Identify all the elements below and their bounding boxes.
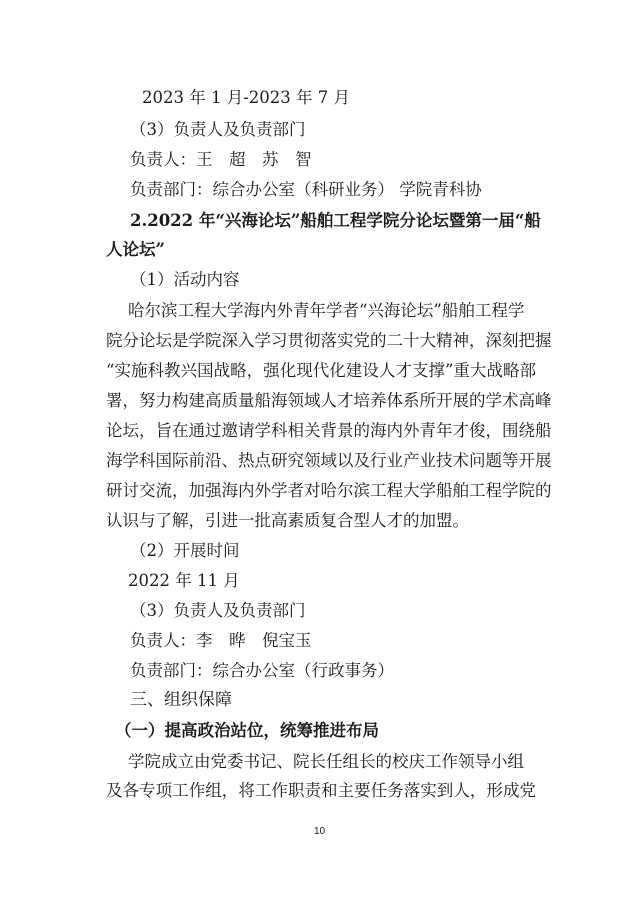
responsible-department: 负责部门：综合办公室（行政事务） (130, 661, 394, 680)
paragraph-line: 论坛，旨在通过邀请学科相关背景的海内外青年才俊，围绕船 (106, 421, 552, 440)
paragraph-line: 学院成立由党委书记、院长任组长的校庆工作领导小组 (128, 752, 524, 771)
section-heading: （一）提高政治站位，统筹推进布局 (115, 721, 379, 740)
subheading-responsible: （3）负责人及负责部门 (130, 601, 306, 620)
paragraph-line: 院分论坛是学院深入学习贯彻落实党的二十大精神，深刻把握 (106, 331, 552, 350)
subheading-time: （2）开展时间 (130, 541, 240, 560)
activity-period-text: 2023 年 1 月-2023 年 7 月 (142, 88, 351, 107)
page-number: 10 (313, 826, 326, 837)
responsible-department: 负责部门：综合办公室（科研业务） 学院青科协 (130, 180, 482, 199)
paragraph-line: 及各专项工作组，将工作职责和主要任务落实到人，形成党 (106, 781, 536, 800)
paragraph-line: 海学科国际前沿、热点研究领域以及行业产业技术问题等开展 (106, 451, 552, 470)
responsible-persons: 负责人：李 晔 倪宝玉 (130, 631, 312, 650)
subheading-content: （1）活动内容 (130, 270, 240, 289)
paragraph-line: 认识与了解，引进一批高素质复合型人才的加盟。 (106, 511, 469, 530)
responsible-persons: 负责人：王 超 苏 智 (130, 150, 312, 169)
subheading-responsible: （3）负责人及负责部门 (130, 120, 306, 139)
paragraph-line: 哈尔滨工程大学海内外青年学者“兴海论坛”船舶工程学 (128, 301, 525, 320)
chapter-heading: 三、组织保障 (130, 690, 232, 710)
paragraph-line: 署，努力构建高质量船海领域人才培养体系所开展的学术高峰 (106, 391, 552, 410)
event-time-text: 2022 年 11 月 (128, 571, 240, 590)
section-heading-forum-cont: 人论坛” (106, 240, 165, 259)
paragraph-line: 研讨交流，加强海内外学者对哈尔滨工程大学船舶工程学院的 (106, 481, 552, 500)
section-heading-forum: 2.2022 年“兴海论坛”船舶工程学院分论坛暨第一届“船 (130, 211, 541, 230)
paragraph-line: “实施科教兴国战略，强化现代化建设人才支撑”重大战略部 (106, 361, 536, 380)
